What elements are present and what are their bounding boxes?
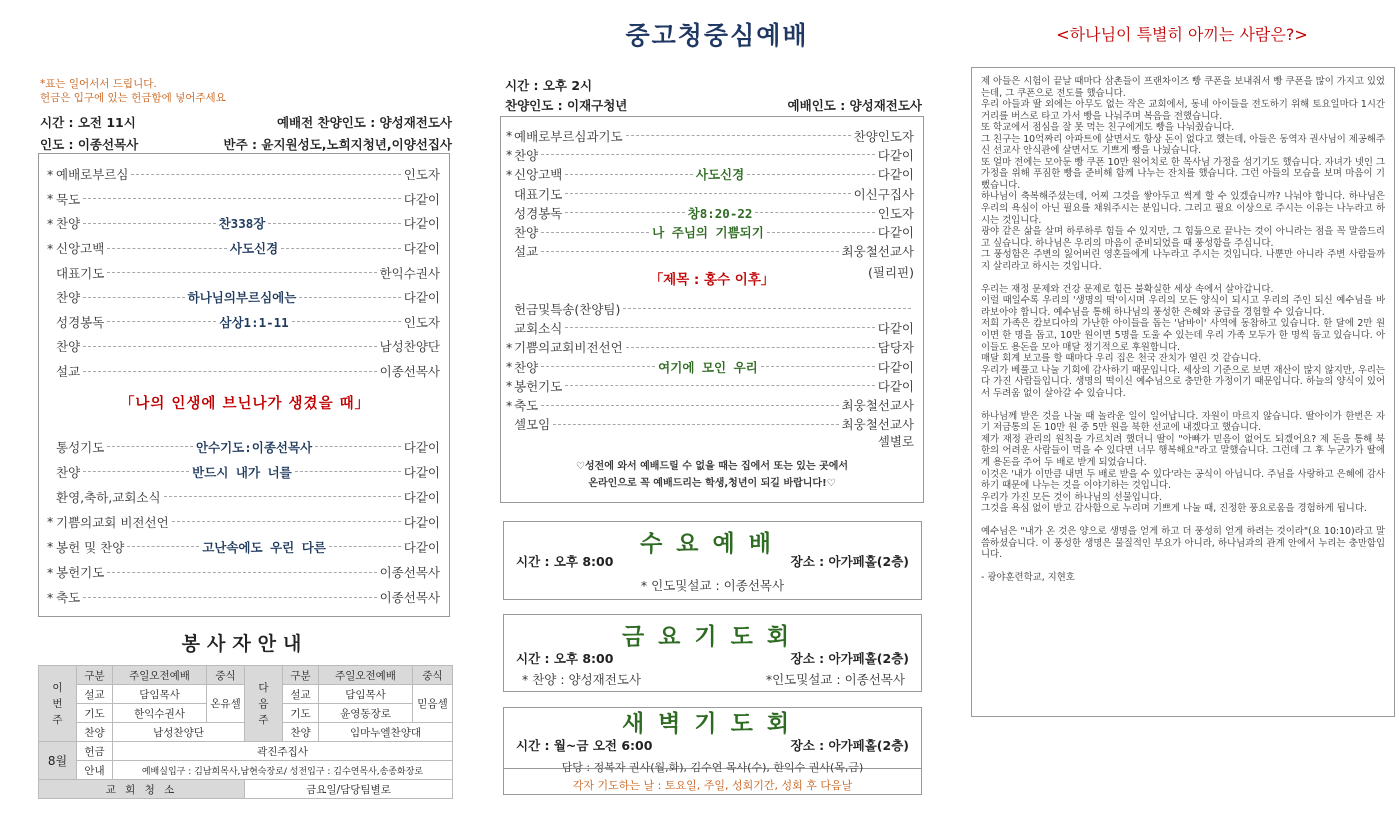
leader-dots [565,174,693,175]
leader-dots [83,198,401,199]
afternoon-sermon-title: 「제목 : 홍수 이후」 [649,272,775,288]
volunteer-table [38,665,453,799]
order-item-label: 기쁨의교회 비전선언 [56,514,169,530]
leader-dots [295,471,401,472]
morning-time: 시간 : 오전 11시 [40,115,136,130]
header-meal: 중식 [207,666,245,685]
friday-praise: * 찬양 : 양성재전도사 [522,672,641,687]
order-item-label: 찬양 [56,464,81,480]
order-item-label: 예배로부르심과기도 [514,128,623,144]
page-title: 중고청중심예배 [625,21,809,50]
pre-worship-leader: 예배전 찬양인도 : 양성재전도사 [276,115,452,130]
leader-dots [541,251,838,252]
order-item [47,211,440,236]
leader-dots [541,232,649,233]
order-item-detail: 삼상1:1-11 [219,314,289,330]
standing-mark: * [47,240,54,256]
morning-sermon-title: 「나의 인생에 브닌나가 생겼을 때」 [119,396,371,412]
essay-box [971,67,1395,717]
order-item-detail: 나 주님의 기쁨되기 [652,225,764,241]
order-item [47,359,440,384]
standing-mark: * [506,339,513,355]
leader-dots [172,521,401,522]
wednesday-time: 시간 : 오후 8:00 [516,554,614,569]
morning-leader: 인도 : 이종선목사 [40,137,139,152]
dawn-time: 시간 : 월~금 오전 6:00 [516,738,653,753]
standing-mark: * [506,378,513,394]
offering-role: 헌금 [77,742,113,761]
order-item-detail: 하나님의부르심에는 [187,290,297,306]
order-item-person: 다같이 [403,290,441,306]
leader-dots [565,193,850,194]
order-item-label: 신앙고백 [514,167,563,183]
order-item-label: 셀모임 [514,417,551,433]
order-item-detail: 찬338장 [218,216,266,232]
standing-mark: * [47,215,54,231]
order-item-label: 찬양 [514,359,539,375]
essay-paragraph: 우리는 재정 문제와 건강 문제로 힘든 불확실한 세상 속에서 살아갑니다. 이럴 때일수록 우리의 '생명의 떡'이시며 우리의 모든 양식이 되시고 우리의 주인 되신 예수님을 바라보아야 합니다. 예수님을 통해 하나님의 풍성한 은혜와 공급을 경험할 수 있습니다. 저희 가족은 캄보디아의 가난한 아이들을 돕는 '남바이' 사역에 동참하고 있습니다. 한 달에 2만 원이면 한 명을 돕고, 10만 원이면 5명을 도울 수 있는데 우리 가족 모두가 한 명씩 돕고 있습니다. 아이들도 용돈을 모아 매달 정기적으로 후원합니다. 매달 회계 보고를 할 때마다 우리 집은 천국 잔치가 열린 것 같습니다. 우리가 베풀고 나눌 기회에 감사하기 때문입니다. 세상의 기준으로 보면 재산이 많지 않지만, 우리는 다 가진 사람들입니다. 생명의 떡이신 예수님으로 충만한 가정이기 때문입니다. 하늘의 양식이 있어서 두려움 없이 살아갈 수 있습니다. [981,283,1385,399]
leader-dots [565,327,874,328]
guide-name: 예배실입구 : 김남희목사,남현숙장로/ 성전입구 : 김수연목사,송종화장로 [113,761,453,780]
name-cell: 한익수권사 [113,704,207,723]
service-guide-title: 봉사자안내 [181,633,309,655]
leader-dots [281,248,401,249]
order-item-label: 축도 [56,590,81,606]
meal-cell: 온유셀 [207,685,245,723]
order-item-label: 찬양 [514,225,539,241]
wednesday-title: 수요예배 [640,531,785,557]
leader-dots [315,446,401,447]
order-item-detail: 여기에 모인 우리 [658,359,758,375]
leader-dots [541,154,875,155]
accompanist: 반주 : 윤지원성도,노희지청년,이양선집사 [223,137,452,152]
friday-place: 장소 : 아가페홀(2층) [790,651,909,666]
leader-dots [131,174,400,175]
leader-dots [623,308,911,309]
praise-leader: 찬양인도 : 이재구청년 [505,98,628,113]
order-item-label: 설교 [514,244,539,260]
order-item-person: 다같이 [403,191,440,207]
name-cell: 담임목사 [113,685,207,704]
order-item [506,126,914,145]
order-item-person: 최웅철선교사 [841,398,914,414]
morning-order-list-2 [47,434,440,610]
order-item [506,165,914,184]
dawn-place: 장소 : 아가페홀(2층) [790,738,909,753]
wednesday-box [503,521,922,600]
notice-standing: *표는 일어서서 드립니다. [40,78,157,90]
leader-dots [83,223,215,224]
order-item-label: 축도 [514,398,539,414]
header-meal-2: 중식 [413,666,453,685]
order-item [47,484,440,509]
order-item-label: 찬양 [56,216,81,232]
leader-dots [127,546,199,547]
order-item [47,236,440,261]
order-item-person: 한익수권사 [379,265,440,281]
order-item-person: 이종선목사 [379,364,440,380]
order-item-person: 다같이 [403,464,440,480]
order-item [506,357,914,376]
role-cell: 설교 [77,685,113,704]
order-item [47,534,440,559]
order-item [506,318,914,337]
order-item-label: 찬양 [56,290,81,306]
leader-dots [626,347,875,348]
order-item-person: 다같이 [403,489,440,505]
leader-dots [83,371,376,372]
essay-author: - 광야훈련학교, 지현호 [981,572,1075,584]
leader-dots [767,232,875,233]
leader-dots [164,496,401,497]
role-cell: 기도 [283,704,319,723]
leader-dots [107,572,376,573]
order-item-label: 환영,축하,교회소식 [56,489,161,505]
order-item [47,310,440,335]
order-item [47,334,440,359]
role-cell: 찬양 [77,723,113,742]
order-item [506,376,914,395]
friday-time: 시간 : 오후 8:00 [516,651,614,666]
leader-dots [541,405,838,406]
dawn-self-prayer: 각자 기도하는 날 : 토요일, 주일, 성회기간, 성회 후 다음날 [572,779,853,792]
leader-dots [107,446,193,447]
wednesday-leader: * 인도및설교 : 이종선목사 [640,578,785,593]
standing-mark: * [47,191,54,207]
order-item-person: 이종선목사 [379,565,440,581]
order-item-detail: 창8:20-22 [687,205,753,221]
leader-dots [107,248,227,249]
order-item-label: 성경봉독 [56,314,105,330]
leader-dots [83,471,189,472]
standing-mark: * [506,359,513,375]
order-item-label: 봉헌기도 [56,565,105,581]
order-item-person: 이종선목사 [379,590,440,606]
meal-cell: 믿음셀 [413,685,453,723]
order-item-label: 찬양 [514,147,539,163]
essay-paragraph: 예수님은 "내가 온 것은 양으로 생명을 얻게 하고 더 풍성히 얻게 하려는 것이라"(요 10:10)라고 말씀하셨습니다. 이 풍성한 생명은 물질적인 부요가 아니라, 하나님과의 관계 안에서 누리는 충만함입니다. [981,526,1385,561]
order-item-label: 통성기도 [56,439,105,455]
cell-group: 셀별로 [877,434,914,449]
order-item [47,585,440,610]
order-item [506,222,914,241]
worship-leader: 예배인도 : 양성재전도사 [787,98,922,113]
leader-dots [565,385,874,386]
wednesday-place: 장소 : 아가페홀(2층) [790,554,909,569]
standing-mark: * [47,539,54,555]
order-item-detail: 반드시 내가 너를 [192,464,292,480]
order-item-label: 대표기도 [56,265,105,281]
order-item-person: 인도자 [403,314,441,330]
friday-title: 금요기도회 [621,624,804,650]
essay-title: <하나님이 특별히 아끼는 사람은?> [1056,25,1308,44]
order-item-person: 다같이 [403,539,441,555]
name-cell: 담임목사 [319,685,413,704]
standing-mark: * [506,128,513,144]
name-cell: 윤영동장로 [319,704,413,723]
order-item-person: 인도자 [877,205,914,221]
order-item-person: 다같이 [877,147,914,163]
order-item [47,559,440,584]
order-item-person: 남성찬양단 [379,339,440,355]
role-cell: 기도 [77,704,113,723]
order-item [506,299,914,318]
order-item-person: 다같이 [877,359,914,375]
missionary-country: (필리핀) [868,265,914,280]
standing-mark: * [47,166,54,182]
order-item-person: 다같이 [877,378,914,394]
leader-dots [626,135,851,136]
friday-leader: *인도및설교 : 이종선목사 [765,672,905,687]
order-item-label: 대표기도 [514,186,563,202]
order-item [47,285,440,310]
offering-name: 곽진주집사 [113,742,453,761]
morning-order-list [47,162,440,383]
leader-dots [747,174,875,175]
role-cell: 찬양 [283,723,319,742]
month-label: 8월 [39,742,77,780]
header-service-2: 주일오전예배 [319,666,413,685]
order-item-label: 성경봉독 [514,205,563,221]
standing-mark: * [47,589,54,605]
guide-role: 안내 [77,761,113,780]
order-item [506,395,914,414]
leader-dots [553,424,838,425]
leader-dots [107,321,216,322]
order-item-person: 최웅철선교사 [841,244,914,260]
online-note-1: ♡성전에 와서 예배드릴 수 없을 때는 집에서 또는 있는 곳에서 [575,461,849,472]
order-item [47,162,440,187]
order-item-label: 찬양 [56,339,81,355]
order-item-person: 다같이 [877,167,915,183]
essay-paragraph: 제 아들은 시험이 끝날 때마다 삼촌들이 프랜차이즈 빵 쿠폰을 보내줘서 빵 쿠폰을 많이 가지고 있었는데, 그 쿠폰으로 전도를 했습니다. 우리 아들과 딸 외에는 아무도 없는 작은 교회에서, 동네 아이들을 전도하기 위해 토요일마다 1시간 거리를 버스로 타고 가서 빵을 나눠주며 복음을 전했습니다. 또 학교에서 점심을 잘 못 먹는 친구에게도 빵을 나눠줬습니다. 그 친구는 10억짜리 아파트에 살면서도 항상 돈이 없다고 했는데, 아들은 동역자 권사님이 제공해주신 선교사 안식관에 살면서도 기쁘게 빵을 나눴습니다. 또 얼마 전에는 모아둔 빵 쿠폰 10만 원어치로 한 목사님 가정을 섬기기도 했습니다. 자녀가 넷인 그 가정을 위해 푸짐한 빵을 준비해 함께 나누는 잔치를 했습니다. 그런 아들의 모습을 보며 마음이 기뻤습니다. 하나님이 축복해주셨는데, 어찌 그것을 쌓아두고 썩게 할 수 있겠습니까? 나눠야 합니다. 하나님은 우리의 욕심이 아닌 필요를 채워주시는 분입니다. 그리고 필요 이상으로 주시는 이유는 나누라고 하시는 것입니다. 광야 같은 삶을 살며 하루하루 힘들 수 있지만, 그 힘듦으로 끝나는 것이 아니라는 점을 꼭 말씀드리고 싶습니다. 하나님은 우리의 마음이 준비되었을 때 풍성함을 주십니다. 그 풍성함은 주변의 잃어버린 영혼들에게 나누라고 주시는 것입니다. 나뿐만 아니라 주변 사람들까지 살리라고 하시는 것입니다. [981,76,1385,272]
cleaning-value: 금요일/담당팀별로 [245,780,453,799]
afternoon-time: 시간 : 오후 2시 [505,78,593,93]
order-item-detail: 안수기도:이종선목사 [195,439,313,455]
order-item-person: 이신구집사 [853,186,914,202]
standing-mark: * [506,166,513,182]
name-cell: 임마누엘찬양대 [319,723,453,742]
dawn-staff: 담당 : 정복자 권사(월,화), 김수연 목사(수), 한익수 권사(목,금) [561,761,864,774]
order-item-person: 다같이 [403,241,441,257]
name-cell: 남성찬양단 [113,723,245,742]
dawn-title: 새벽기도회 [621,711,804,737]
role-cell: 설교 [283,685,319,704]
standing-mark: * [506,147,513,163]
order-item-label: 헌금및특송(찬양팀) [514,301,621,317]
order-item-person: 다같이 [403,514,440,530]
afternoon-order-list-2 [506,299,914,434]
order-item-label: 봉헌기도 [514,378,563,394]
leader-dots [107,272,376,273]
leader-dots [761,366,875,367]
order-item [506,338,914,357]
order-item-detail: 사도신경 [695,167,745,183]
notice-offering: 헌금은 입구에 있는 헌금함에 넣어주세요 [40,92,226,104]
order-item-person: 다같이 [403,439,440,455]
friday-box [503,614,922,692]
header-role: 구분 [77,666,113,685]
leader-dots [83,346,376,347]
order-item-label: 신앙고백 [56,241,105,257]
leader-dots [299,297,400,298]
order-item-detail: 사도신경 [229,241,279,257]
order-item [506,203,914,222]
order-item [506,242,914,261]
dawn-box-frame [503,707,922,795]
leader-dots [268,223,400,224]
order-item [47,459,440,484]
leader-dots [292,321,401,322]
order-item-person: 인도자 [403,167,440,183]
order-item-person: 다같이 [877,225,915,241]
order-item-label: 예배로부르심 [56,167,129,183]
order-item-label: 설교 [56,364,81,380]
order-item-label: 봉헌 및 찬양 [56,539,125,555]
leader-dots [541,366,655,367]
order-item-person: 다같이 [877,320,914,336]
header-role-2: 구분 [283,666,319,685]
leader-dots [329,546,401,547]
order-item-label: 교회소식 [514,320,563,336]
order-item [47,509,440,534]
next-week-label: 다음주 [245,666,283,742]
standing-mark: * [47,564,54,580]
order-item-person: 찬양인도자 [853,128,914,144]
standing-mark: * [506,397,513,413]
order-item [47,260,440,285]
this-week-label: 이번주 [39,666,77,742]
leader-dots [565,212,684,213]
order-item [506,184,914,203]
afternoon-order-list [506,126,914,261]
header-service: 주일오전예배 [113,666,207,685]
cleaning-label: 교 회 청 소 [39,780,245,799]
order-item [506,145,914,164]
order-item-person: 다같이 [403,216,440,232]
order-item-person: 최웅철선교사 [841,417,914,433]
order-item [47,187,440,212]
standing-mark: * [47,514,54,530]
leader-dots [83,297,184,298]
leader-dots [83,597,376,598]
essay-paragraph: 하나님께 받은 것을 나눌 때 놀라운 일이 일어납니다. 자원이 마르지 않습니다. 딸아이가 한번은 자기 저금통의 돈 10만 원 중 5만 원을 북한 선교에 내겠다고 했습니다. 제가 재정 관리의 원칙을 가르치려 했더니 딸이 "아빠가 믿음이 없어도 되겠어요? 제 돈을 통해 북한의 어려운 사람들이 먹을 수 있다면 너무 행복해요"라고 말했습니다. 그런데 그 후 누군가가 딸에게 용돈을 주어 두 배로 받게 되었습니다. 이것은 '내가 이만큼 내면 두 배로 받을 수 있다'라는 공식이 아닙니다. 주님을 사랑하고 은혜에 감사하기 때문에 나누는 것을 이야기하는 것입니다. 우리가 가진 모든 것이 하나님의 선물입니다. 그것을 욕심 없이 받고 감사함으로 누리며 기쁘게 나눌 때, 진정한 풍요로움을 경험하게 됩니다. [981,410,1385,515]
order-item-detail: 고난속에도 우린 다른 [202,539,326,555]
order-item-person: 담당자 [877,340,914,356]
order-item [47,434,440,459]
order-item-label: 기쁨의교회비전선언 [514,340,623,356]
order-item-label: 묵도 [56,191,81,207]
leader-dots [755,212,874,213]
online-note-2: 온라인으로 꼭 예배드리는 학생,청년이 되길 바랍니다!♡ [588,478,836,489]
